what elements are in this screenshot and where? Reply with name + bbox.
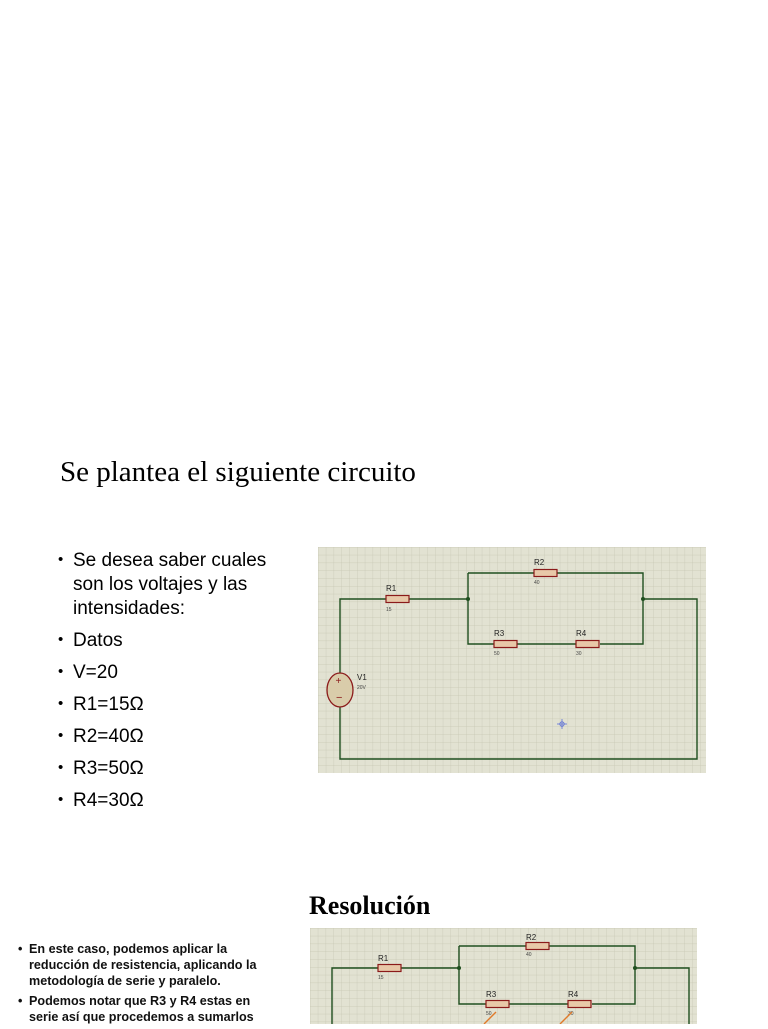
slide-title: Se plantea el siguiente circuito xyxy=(60,456,416,488)
bullet-item: • R3=50Ω xyxy=(58,757,298,781)
v1-value: 20V xyxy=(357,685,366,691)
bullet-item: • V=20 xyxy=(58,661,298,685)
bullet-item: • R1=15Ω xyxy=(58,693,298,717)
r1-label: R1 xyxy=(378,954,389,963)
bullet-item: • Datos xyxy=(58,629,298,653)
plus-icon: + xyxy=(335,676,342,687)
bullet-item: • Se desea saber cuales son los voltajes y las intensidades: xyxy=(58,549,298,621)
r4-value: 30 xyxy=(568,1011,574,1017)
junction-node xyxy=(633,966,637,970)
r4-label: R4 xyxy=(576,629,587,638)
r4-value: 30 xyxy=(576,651,582,657)
bullet-item: • R2=40Ω xyxy=(58,725,298,749)
r1-value: 15 xyxy=(378,975,384,981)
junction-node xyxy=(457,966,461,970)
r3-label: R3 xyxy=(486,990,497,999)
minus-icon: − xyxy=(336,692,343,704)
r3-value: 50 xyxy=(494,651,500,657)
junction-node xyxy=(466,597,470,601)
r1-label: R1 xyxy=(386,584,397,593)
section-title: Resolución xyxy=(309,891,431,920)
r3-value: 50 xyxy=(486,1011,492,1017)
r2-value: 40 xyxy=(534,580,540,586)
r3-label: R3 xyxy=(494,629,505,638)
circuit-diagram-resolution xyxy=(310,928,697,1024)
bullet-item: • Podemos notar que R3 y R4 estas en serie así que procedemos a sumarlos xyxy=(18,993,280,1025)
junction-node xyxy=(641,597,645,601)
r2-label: R2 xyxy=(526,933,537,942)
r2-label: R2 xyxy=(534,558,545,567)
r4-label: R4 xyxy=(568,990,579,999)
bullet-item: • En este caso, podemos aplicar la reducción de resistencia, aplicando la metodología de serie y paralelo. xyxy=(18,941,280,989)
bullet-list xyxy=(58,549,298,821)
circuit-diagram xyxy=(318,547,706,773)
bullet-list-small xyxy=(18,941,280,1029)
r1-value: 15 xyxy=(386,607,392,613)
bullet-item: • R4=30Ω xyxy=(58,789,298,813)
r2-value: 40 xyxy=(526,952,532,958)
v1-label: V1 xyxy=(357,673,367,682)
